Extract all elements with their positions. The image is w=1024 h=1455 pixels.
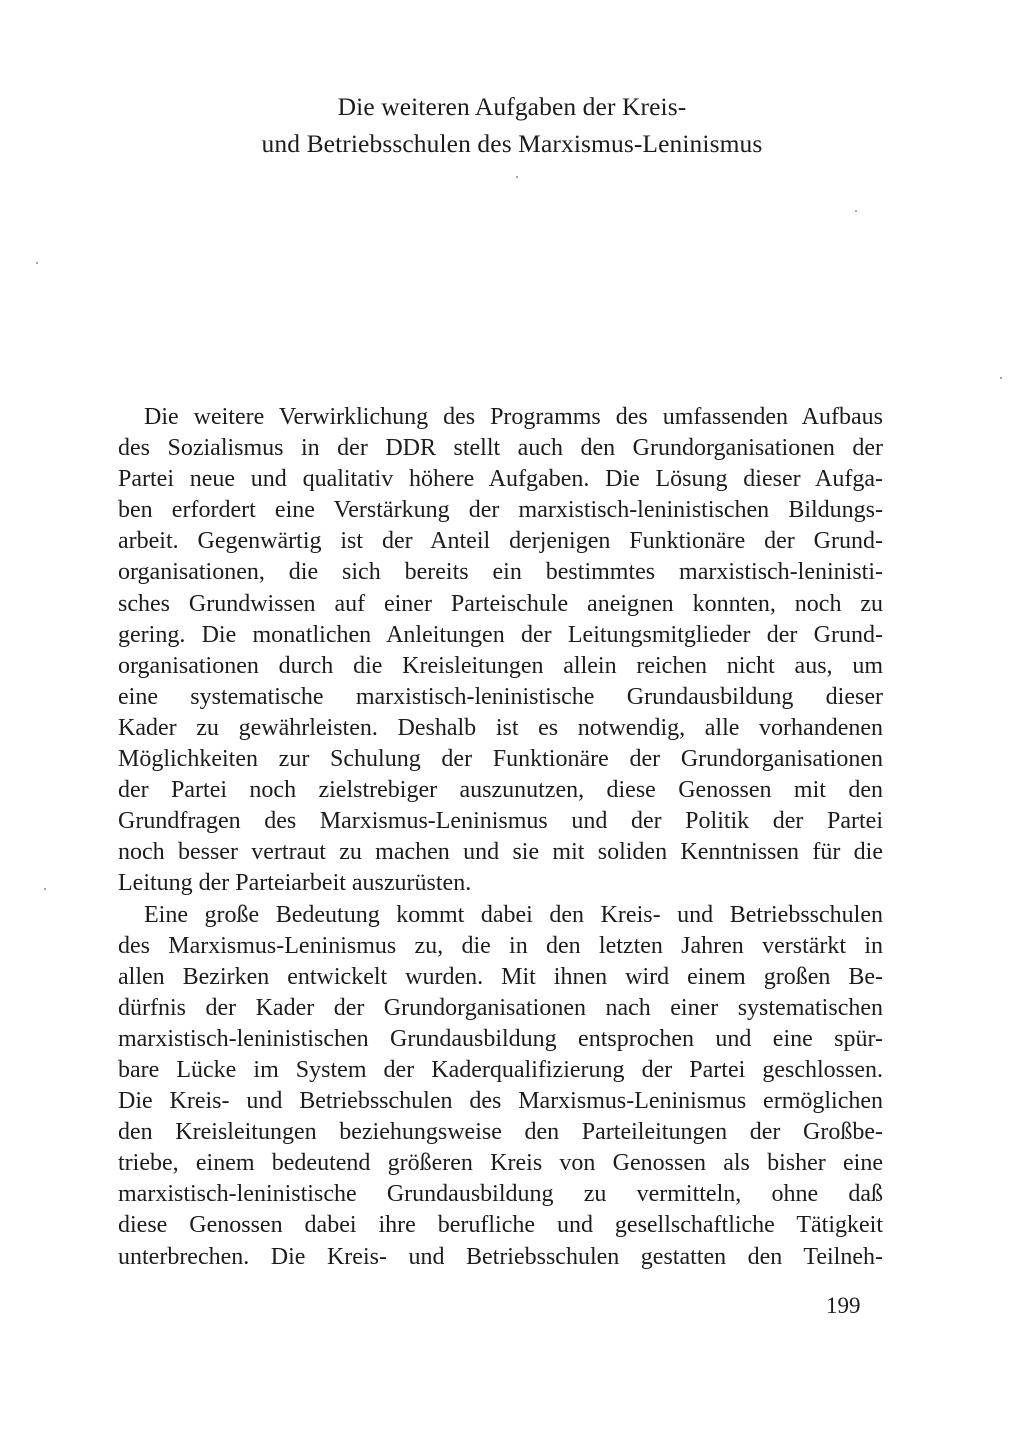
text-line: arbeit. Gegenwärtig ist der Anteil derjenigen Funktionäre der Grund- (118, 528, 883, 555)
text-line: Kader zu gewährleisten. Deshalb ist es notwendig, alle vorhandenen (118, 714, 883, 741)
text-line: des Marxismus-Leninismus zu, die in den letzten Jahren verstärkt in (118, 932, 883, 959)
text-line: bare Lücke im System der Kaderqualifizierung der Partei geschlossen. (118, 1056, 883, 1083)
paragraph-1 (118, 402, 883, 900)
text-line: Grundfragen des Marxismus-Leninismus und der Politik der Partei (118, 808, 883, 835)
text-line: triebe, einem bedeutend größeren Kreis von Genossen als bisher eine (118, 1150, 883, 1177)
text-line: sches Grundwissen auf einer Parteischule aneignen konnten, noch zu (118, 590, 883, 617)
scan-speck (36, 262, 38, 264)
chapter-title (150, 88, 874, 162)
text-line: eine systematische marxistisch-leninistische Grundausbildung dieser (118, 683, 883, 710)
text-line: allen Bezirken entwickelt wurden. Mit ihnen wird einem großen Be- (118, 963, 883, 990)
scan-speck (855, 210, 857, 212)
scan-speck (44, 888, 46, 890)
text-line: Leitung der Parteiarbeit auszurüsten. (118, 870, 472, 897)
chapter-title-line-1: Die weiteren Aufgaben der Kreis- (337, 92, 687, 121)
text-line: organisationen, die sich bereits ein bestimmtes marxistisch-leninisti- (118, 559, 883, 586)
body-text (118, 402, 883, 1273)
chapter-title-line-2: und Betriebsschulen des Marxismus-Leninismus (261, 129, 763, 158)
text-line: des Sozialismus in der DDR stellt auch den Grundorganisationen der (118, 435, 883, 462)
text-line: dürfnis der Kader der Grundorganisationen nach einer systematischen (118, 994, 883, 1021)
text-line: noch besser vertraut zu machen und sie mit soliden Kenntnissen für die (118, 839, 883, 866)
scan-speck (1000, 377, 1002, 379)
paragraph-2 (118, 900, 883, 1273)
text-line: Die weitere Verwirklichung des Programms des umfassenden Aufbaus (144, 404, 883, 430)
text-line: unterbrechen. Die Kreis- und Betriebsschulen gestatten den Teilneh- (118, 1243, 883, 1270)
text-line: gering. Die monatlichen Anleitungen der Leitungsmitglieder der Grund- (118, 621, 883, 648)
text-line: diese Genossen dabei ihre berufliche und gesellschaftliche Tätigkeit (118, 1212, 883, 1239)
text-line: Eine große Bedeutung kommt dabei den Kreis- und Betriebsschulen (144, 901, 883, 928)
scan-speck (516, 176, 518, 178)
text-line: den Kreisleitungen beziehungsweise den Parteileitungen der Großbe- (118, 1119, 883, 1146)
text-line: der Partei noch zielstrebiger auszunutzen, diese Genossen mit den (118, 777, 883, 804)
text-line: marxistisch-leninistische Grundausbildung zu vermitteln, ohne daß (118, 1181, 883, 1208)
text-line: ben erfordert eine Verstärkung der marxistisch-leninistischen Bildungs- (118, 497, 883, 524)
text-line: organisationen durch die Kreisleitungen allein reichen nicht aus, um (118, 652, 883, 679)
text-line: Möglichkeiten zur Schulung der Funktionäre der Grundorganisationen (118, 746, 883, 773)
text-line: Die Kreis- und Betriebsschulen des Marxismus-Leninismus ermöglichen (118, 1088, 883, 1115)
text-line: Partei neue und qualitativ höhere Aufgaben. Die Lösung dieser Aufga- (118, 466, 883, 493)
text-line: marxistisch-leninistischen Grundausbildung entsprochen und eine spür- (118, 1025, 883, 1052)
page-number: 199 (826, 1293, 861, 1318)
